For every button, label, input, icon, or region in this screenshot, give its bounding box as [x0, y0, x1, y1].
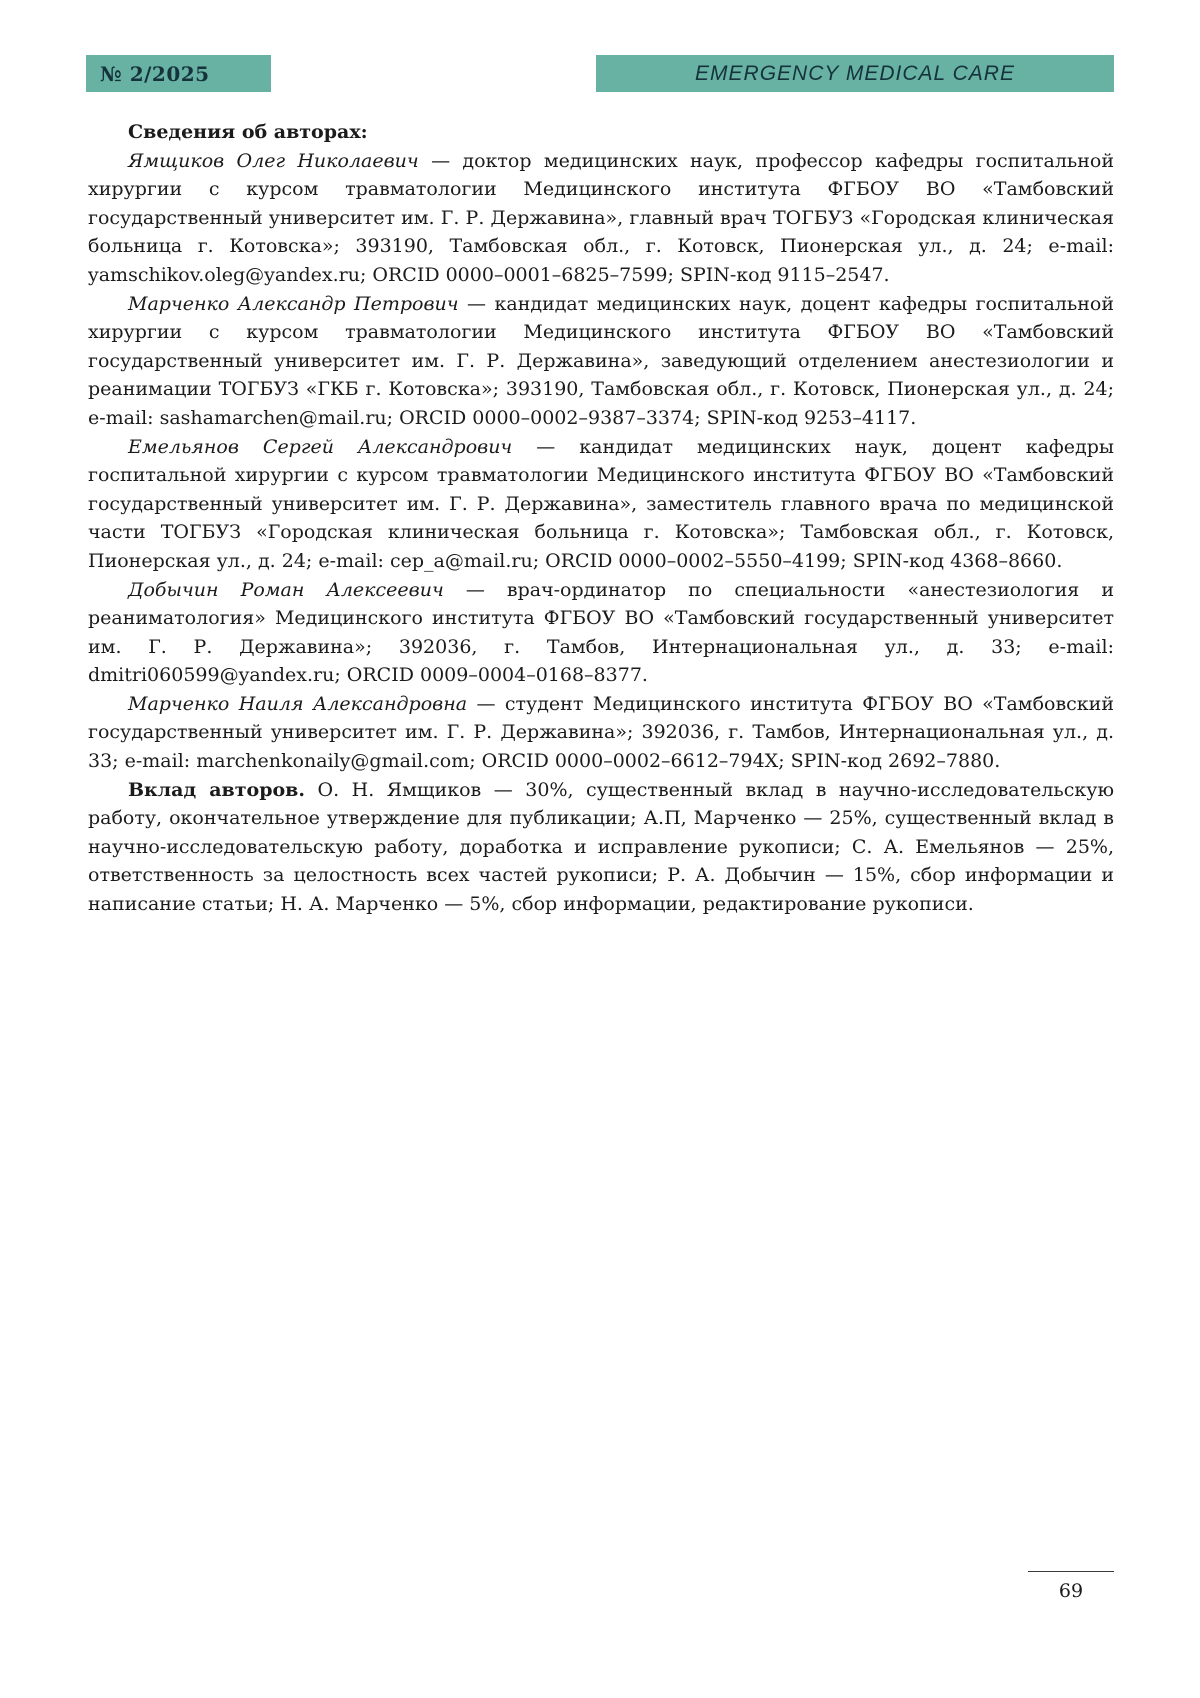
author-paragraph	[88, 576, 1114, 690]
contributions-lead: Вклад авторов.	[128, 778, 305, 801]
journal-title-bar	[596, 55, 1114, 92]
author-details: — врач-ординатор по специальности «анестезиология и реаниматология» Медицинского института ФГБОУ ВО «Тамбовский государственный университет им. Г. Р. Державина»; 392036, г. Тамбов, Интернациональная ул., д. 33; e-mail: dmitri060599@yandex.ru; ORCID 0009–0004–0168–8377.	[88, 578, 1115, 687]
author-paragraph	[88, 147, 1114, 290]
author-details: — доктор медицинских наук, профессор кафедры госпитальной хирургии с курсом травматологии Медицинского института ФГБОУ ВО «Тамбовский государственный университет им. Г. Р. Державина», главный врач ТОГБУЗ «Городская клиническая больница г. Котовска»; 393190, Тамбовская обл., г. Котовск, Пионерская ул., д. 24; e-mail: yamschikov.oleg@yandex.ru; ORCID 0000–0001–6825–7599; SPIN-код 9115–2547.	[88, 149, 1115, 286]
author-name: Емельянов Сергей Александрович	[128, 435, 513, 458]
author-name: Ямщиков Олег Николаевич	[128, 149, 419, 172]
contributions-text: О. Н. Ямщиков — 30%, существенный вклад в научно-исследовательскую работу, окончательное утверждение для публикации; А.П, Марченко — 25%, существенный вклад в научно-исследовательскую работу, доработка и исправление рукописи; С. А. Емельянов — 25%, ответственность за целостность всех частей рукописи; Р. А. Добычин — 15%, сбор информации и написание статьи; Н. А. Марченко — 5%, сбор информации, редактирование рукописи.	[88, 778, 1114, 916]
journal-title: EMERGENCY MEDICAL CARE	[695, 61, 1015, 85]
author-name: Добычин Роман Алексеевич	[128, 578, 444, 601]
author-paragraph	[88, 290, 1114, 433]
author-name: Марченко Александр Петрович	[128, 292, 459, 315]
author-paragraph	[88, 433, 1114, 576]
contributions-paragraph	[88, 776, 1114, 919]
section-title-paragraph	[88, 118, 1114, 147]
author-details: — кандидат медицинских наук, доцент кафедры госпитальной хирургии с курсом травматологии Медицинского института ФГБОУ ВО «Тамбовский государственный университет им. Г. Р. Державина», заведующий отделением анестезиологии и реанимации ТОГБУЗ «ГКБ г. Котовска»; 393190, Тамбовская обл., г. Котовск, Пионерская ул., д. 24; e-mail: sashamarchen@mail.ru; ORCID 0000–0002–9387–3374; SPIN-код 9253–4117.	[88, 292, 1114, 429]
section-title: Сведения об авторах:	[128, 121, 368, 143]
page-number: 69	[1028, 1571, 1114, 1602]
author-name: Марченко Наиля Александровна	[128, 692, 468, 715]
issue-label: № 2/2025	[100, 61, 210, 86]
author-details: — студент Медицинского института ФГБОУ ВО «Тамбовский государственный университет им. Г. Р. Державина»; 392036, г. Тамбов, Интернациональная ул., д. 33; e-mail: marchenkonaily@gmail.com; ORCID 0000–0002–6612–794X; SPIN-код 2692–7880.	[88, 692, 1114, 773]
author-paragraph	[88, 690, 1114, 776]
author-details: — кандидат медицинских наук, доцент кафедры госпитальной хирургии с курсом травматологии Медицинского института ФГБОУ ВО «Тамбовский государственный университет им. Г. Р. Державина», заместитель главного врача по медицинской части ТОГБУЗ «Городская клиническая больница г. Котовска»; Тамбовская обл., г. Котовск, Пионерская ул., д. 24; e-mail: cep_a@mail.ru; ORCID 0000–0002–5550–4199; SPIN-код 4368–8660.	[88, 435, 1114, 572]
issue-bar	[86, 55, 271, 92]
page-header	[86, 55, 1114, 92]
authors-info-section	[88, 118, 1114, 919]
